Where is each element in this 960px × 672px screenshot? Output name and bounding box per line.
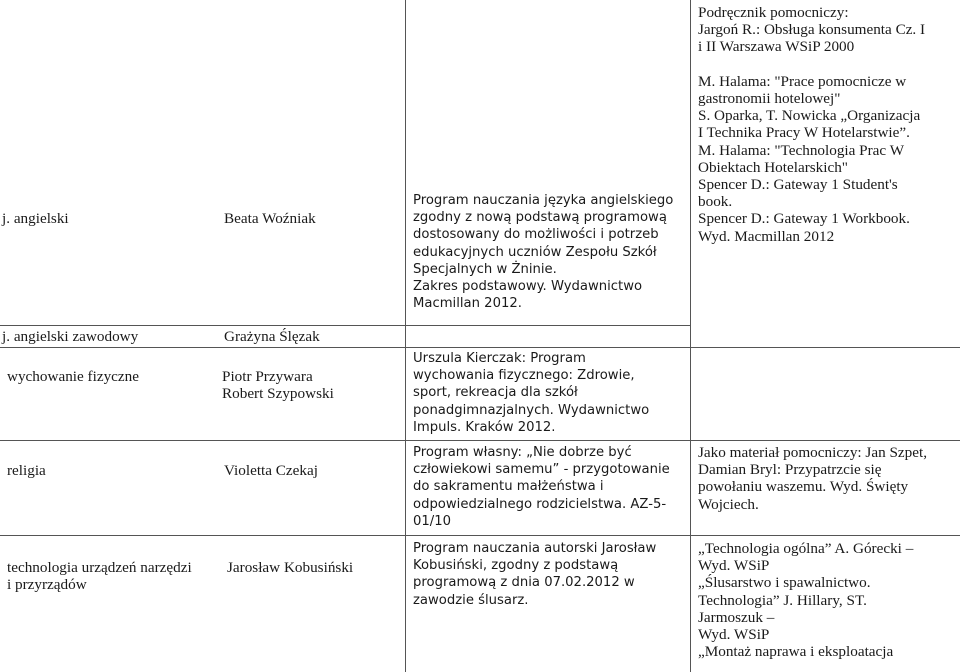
row-divider-3 xyxy=(0,440,960,441)
materials-line: gastronomii hotelowej" xyxy=(698,90,841,107)
subject-name: technologia urządzeń narzędzi xyxy=(7,559,192,576)
materials-top xyxy=(698,4,925,245)
materials-cell xyxy=(698,540,913,660)
program-line: Program własny: „Nie dobrze być xyxy=(413,445,632,460)
subject-cell xyxy=(2,328,138,345)
program-line: Program nauczania języka angielskiego xyxy=(413,193,674,208)
teacher-name: Grażyna Ślęzak xyxy=(224,328,320,345)
program-line: zawodzie ślusarz. xyxy=(413,592,529,608)
column-divider-materials xyxy=(690,0,691,672)
materials-line: Wyd. WSiP xyxy=(698,557,770,575)
materials-line: i II Warszawa WSiP 2000 xyxy=(698,38,855,56)
materials-line: „Technologia ogólna” A. Górecki – xyxy=(698,540,914,557)
program-line: wychowania fizycznego: Zdrowie, xyxy=(413,368,635,384)
program-line: Specjalnych w Żninie. xyxy=(413,261,557,277)
program-line: Urszula Kierczak: Program xyxy=(413,351,586,366)
subject-cell xyxy=(7,462,46,479)
teacher-name: Violetta Czekaj xyxy=(224,462,318,479)
program-line: do sakramentu małżeństwa i xyxy=(413,479,604,495)
materials-line: Podręcznik pomocniczy: xyxy=(698,4,849,21)
materials-line: „Ślusarstwo i spawalnictwo. xyxy=(698,574,871,592)
row-divider-4 xyxy=(0,535,960,536)
teacher-cell xyxy=(222,368,334,402)
teacher-cell xyxy=(224,328,320,345)
subject-cell xyxy=(7,559,192,593)
materials-line: Wojciech. xyxy=(698,495,759,513)
program-line: dostosowany do możliwości i potrzeb xyxy=(413,227,659,243)
materials-line: Jargoń R.: Obsługa konsumenta Cz. I xyxy=(698,21,926,39)
materials-line: I Technika Pracy W Hotelarstwie”. xyxy=(698,124,910,142)
materials-line: Obiektach Hotelarskich" xyxy=(698,158,849,176)
program-line: 01/10 xyxy=(413,513,452,529)
program-line: ponadgimnazjalnych. Wydawnictwo xyxy=(413,402,650,418)
materials-line: Technologia” J. Hillary, ST. xyxy=(698,591,867,609)
materials-line: book. xyxy=(698,193,733,211)
materials-line xyxy=(698,56,925,73)
materials-cell xyxy=(698,444,927,513)
subject-name: i przyrządów xyxy=(7,576,87,594)
teacher-cell xyxy=(224,462,318,479)
program-cell xyxy=(413,350,649,436)
materials-line: „Montaż naprawa i eksploatacja xyxy=(698,643,894,661)
materials-line: M. Halama: "Technologia Prac W xyxy=(698,141,905,159)
program-cell xyxy=(413,444,670,530)
materials-line: Wyd. WSiP xyxy=(698,626,770,644)
materials-line: Damian Bryl: Przypatrzcie się xyxy=(698,461,882,479)
teacher-name: Robert Szypowski xyxy=(222,385,334,403)
row-divider-1 xyxy=(0,325,690,326)
program-line: Impuls. Kraków 2012. xyxy=(413,419,556,435)
subject-name: wychowanie fizyczne xyxy=(7,368,139,385)
program-line: zgodny z nową podstawą programową xyxy=(413,210,667,226)
materials-line: powołaniu waszemu. Wyd. Święty xyxy=(698,478,909,496)
program-line: człowiekowi samemu” - przygotowanie xyxy=(413,462,670,478)
materials-line: Jako materiał pomocniczy: Jan Szpet, xyxy=(698,444,928,461)
program-line: Kobusiński, zgodny z podstawą xyxy=(413,558,619,574)
materials-line: Jarmoszuk – xyxy=(698,608,775,626)
program-line: sport, rekreacja dla szkół xyxy=(413,385,578,401)
program-line: odpowiedzialnego rodzicielstwa. AZ-5- xyxy=(413,496,667,512)
materials-line: M. Halama: "Prace pomocnicze w xyxy=(698,72,907,90)
subject-cell xyxy=(2,210,69,227)
materials-line: Spencer D.: Gateway 1 Student's xyxy=(698,176,898,194)
subject-cell xyxy=(7,368,139,385)
subject-name: religia xyxy=(7,462,46,479)
program-line: Macmillan 2012. xyxy=(413,296,522,312)
subject-name: j. angielski xyxy=(2,210,69,227)
teacher-name: Piotr Przywara xyxy=(222,368,313,385)
program-cell xyxy=(413,192,673,312)
teacher-cell xyxy=(224,210,316,227)
teacher-name: Jarosław Kobusiński xyxy=(227,559,354,576)
column-divider-program xyxy=(405,0,406,672)
teacher-name: Beata Woźniak xyxy=(224,210,316,227)
row-divider-2 xyxy=(0,347,960,348)
teacher-cell xyxy=(227,559,353,576)
materials-line: Wyd. Macmillan 2012 xyxy=(698,227,835,245)
program-line: edukacyjnych uczniów Zespołu Szkół xyxy=(413,244,657,260)
program-line: Zakres podstawowy. Wydawnictwo xyxy=(413,279,643,295)
materials-line: S. Oparka, T. Nowicka „Organizacja xyxy=(698,107,921,125)
program-line: Program nauczania autorski Jarosław xyxy=(413,541,657,556)
materials-line: Spencer D.: Gateway 1 Workbook. xyxy=(698,210,910,228)
subject-name: j. angielski zawodowy xyxy=(2,328,139,345)
program-cell xyxy=(413,540,656,609)
program-line: programową z dnia 07.02.2012 w xyxy=(413,575,635,591)
